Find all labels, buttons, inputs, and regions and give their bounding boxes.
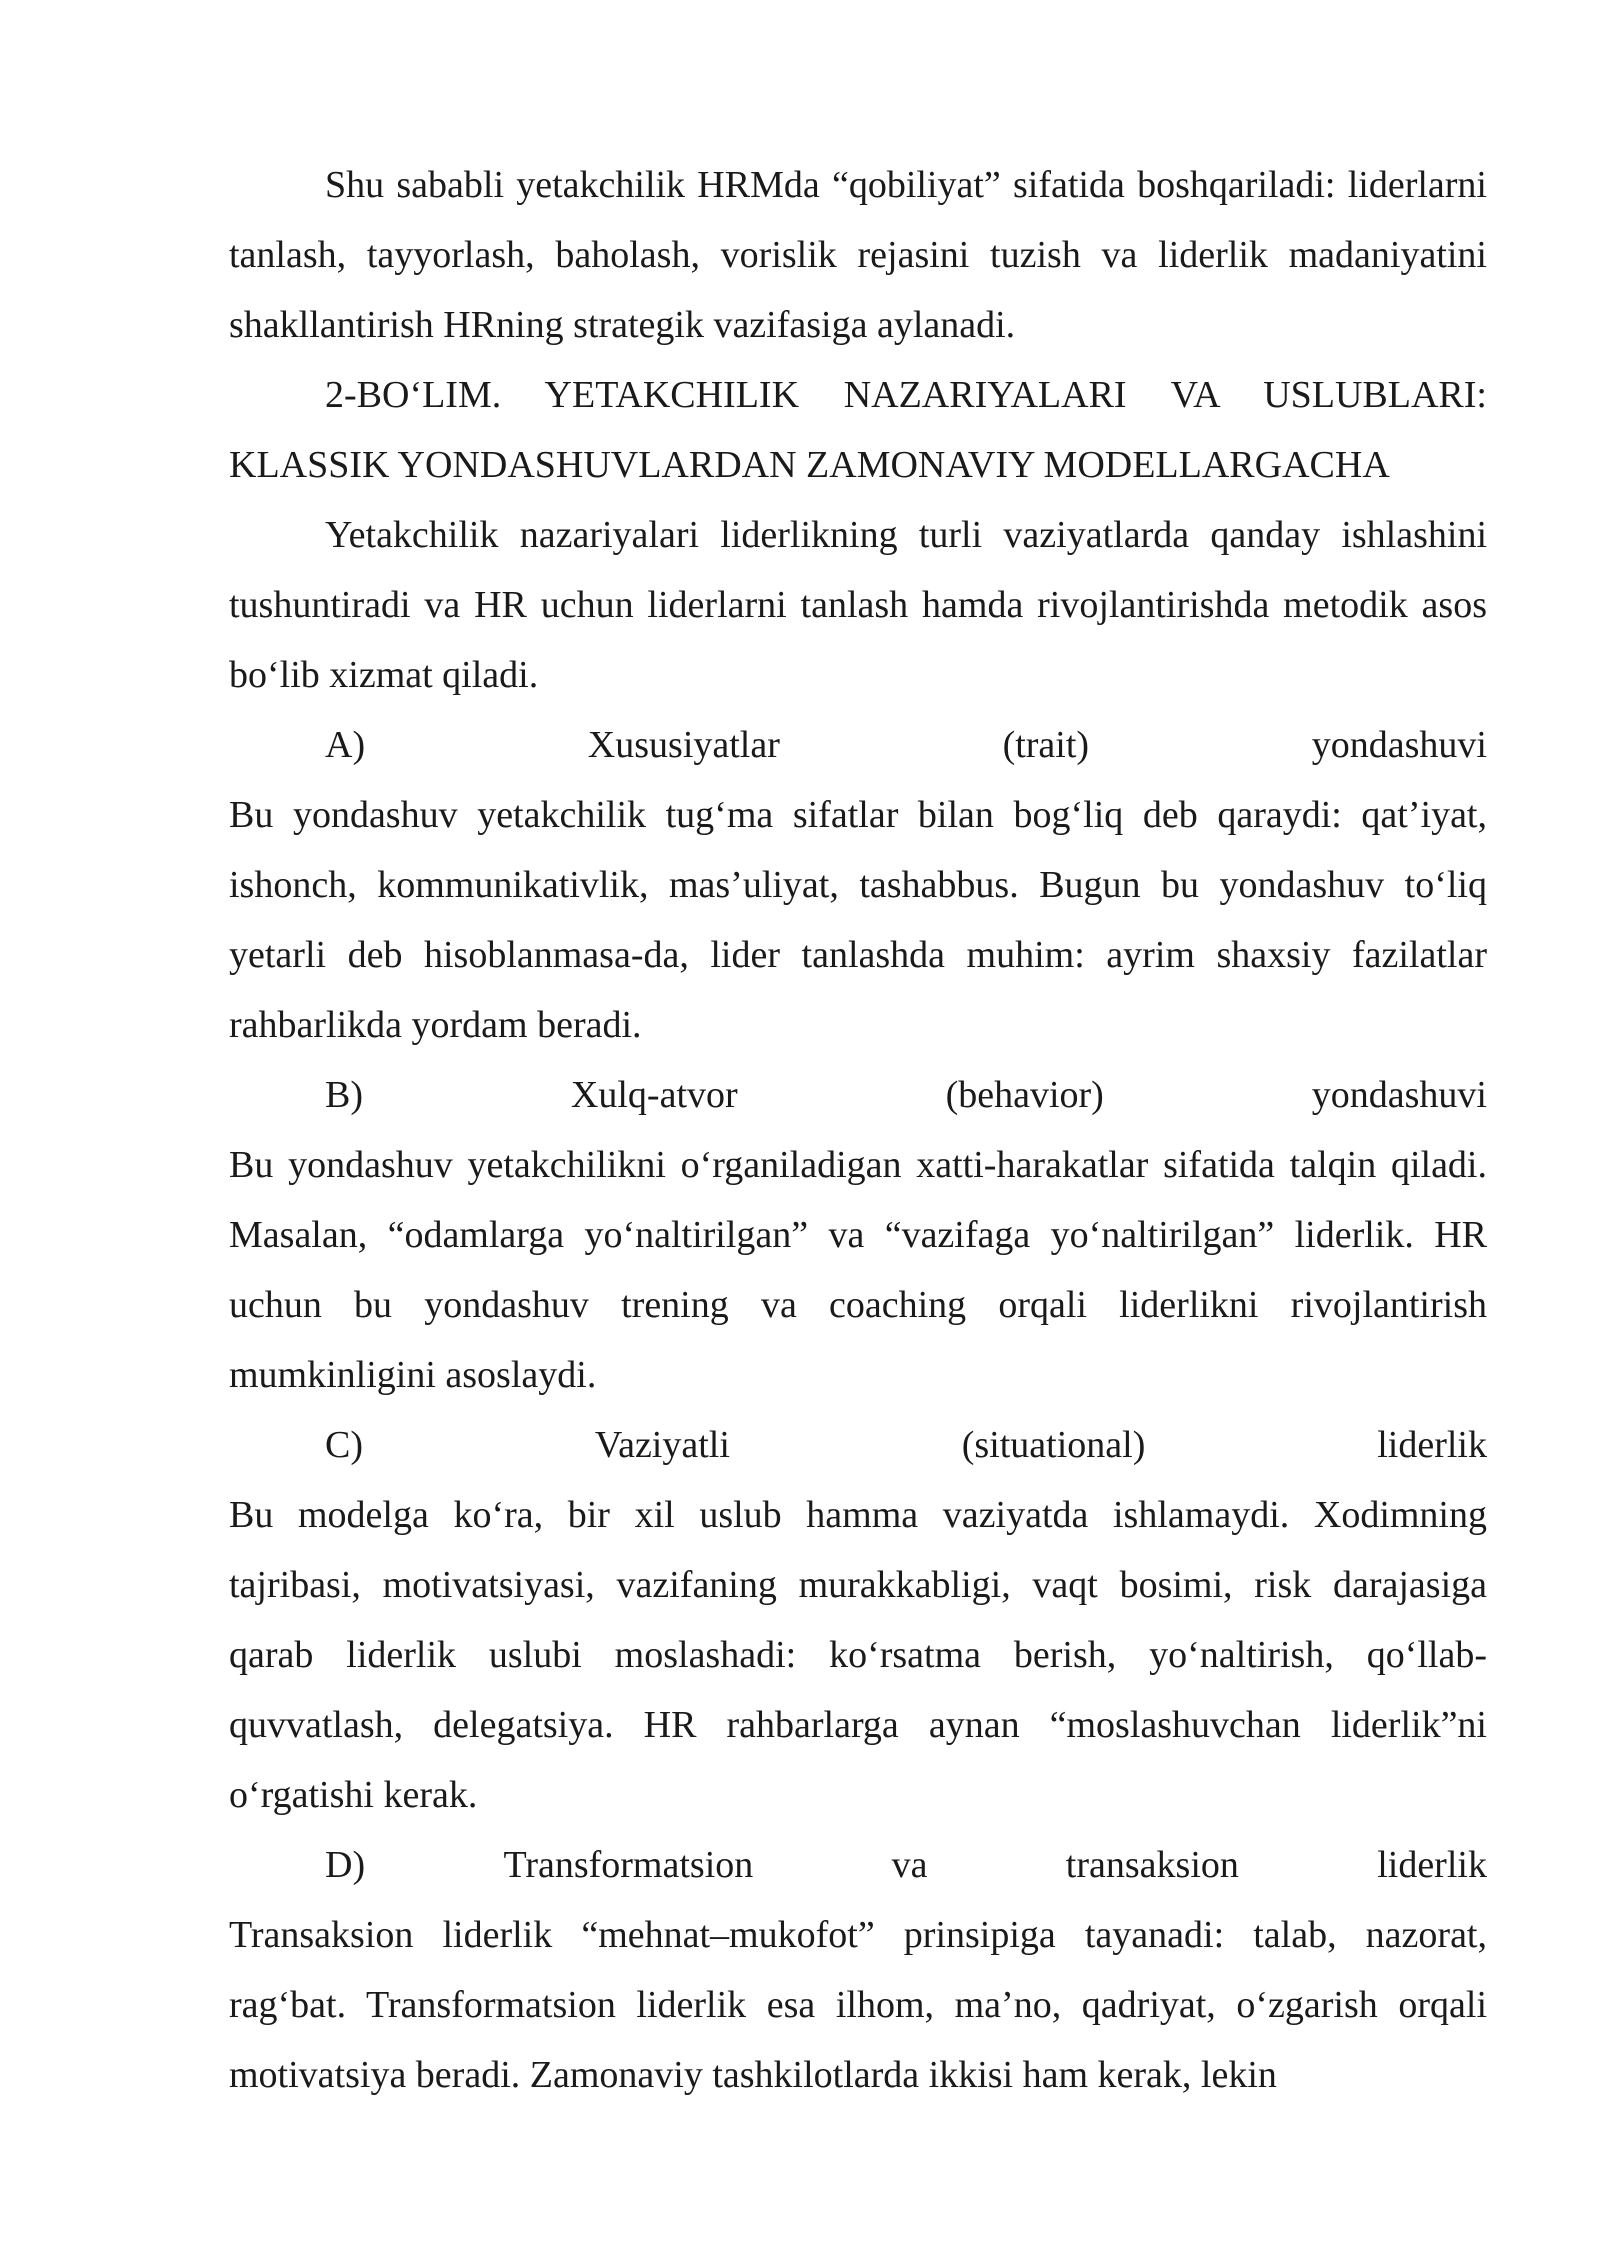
heading-word: D) [325, 1844, 366, 1886]
heading-word: Transformatsion [503, 1844, 754, 1886]
paragraph-theories-overview: Yetakchilik nazariyalari liderlikning turli vaziyatlarda qanday ishlashini tushuntiradi va HR uchun liderlarni tanlash hamda rivojlantirishda metodik asos bo‘lib xizmat qiladi. [229, 514, 1487, 696]
heading-word: liderlik [1377, 1424, 1487, 1466]
subsection-body-c: Bu modelga ko‘ra, bir xil uslub hamma vaziyatda ishlamaydi. Xodimning tajribasi, motivatsiyasi, vazifaning murakkabligi, vaqt bosimi, risk darajasiga qarab liderlik uslubi moslashadi: ko‘rsatma berish, yo‘naltirish, qo‘llab-quvvatlash, delegatsiya. HR rahbarlarga aynan “moslashuvchan liderlik”ni o‘rgatishi kerak. [229, 1494, 1487, 1816]
subsection-heading-b [229, 1060, 1487, 1130]
heading-word: B) [325, 1074, 363, 1116]
heading-word: va [891, 1844, 928, 1886]
heading-word: A) [325, 724, 366, 766]
heading-word: yondashuvi [1311, 1074, 1487, 1116]
section-title: 2-BO‘LIM. YETAKCHILIK NAZARIYALARI VA USLUBLARI: KLASSIK YONDASHUVLARDAN ZAMONAVIY MODELLARGACHA [229, 374, 1487, 486]
subsection-body-d: Transaksion liderlik “mehnat–mukofot” prinsipiga tayanadi: talab, nazorat, rag‘bat. Transformatsion liderlik esa ilhom, ma’no, qadriyat, o‘zgarish orqali motivatsiya beradi. Zamonaviy tashkilotlarda ikkisi ham kerak, lekin [229, 1914, 1487, 2096]
subsection-heading-c [229, 1410, 1487, 1480]
subsection-body-b: Bu yondashuv yetakchilikni o‘rganiladigan xatti-harakatlar sifatida talqin qiladi. Masalan, “odamlarga yo‘naltirilgan” va “vazifaga yo‘naltirilgan” liderlik. HR uchun bu yondashuv trening va coaching orqali liderlikni rivojlantirish mumkinligini asoslaydi. [229, 1144, 1487, 1396]
heading-word: (situational) [961, 1424, 1146, 1466]
heading-word: yondashuvi [1311, 724, 1487, 766]
heading-word: transaksion [1065, 1844, 1239, 1886]
paragraph-intro: Shu sababli yetakchilik HRMda “qobiliyat” sifatida boshqariladi: liderlarni tanlash, tayyorlash, baholash, vorislik rejasini tuzish va liderlik madaniyatini shakllantirish HRning strategik vazifasiga aylanadi. [229, 164, 1487, 346]
subsection-heading-d [229, 1830, 1487, 1900]
heading-word: (trait) [1002, 724, 1090, 766]
heading-word: Vaziyatli [594, 1424, 730, 1466]
heading-word: liderlik [1377, 1844, 1487, 1886]
heading-word: C) [325, 1424, 363, 1466]
heading-word: (behavior) [945, 1074, 1104, 1116]
heading-word: Xususiyatlar [587, 724, 780, 766]
subsection-heading-a [229, 710, 1487, 780]
heading-word: Xulq-atvor [570, 1074, 738, 1116]
document-text-block [229, 150, 1487, 2110]
subsection-body-a: Bu yondashuv yetakchilik tug‘ma sifatlar bilan bog‘liq deb qaraydi: qat’iyat, ishonch, kommunikativlik, mas’uliyat, tashabbus. Bugun bu yondashuv to‘liq yetarli deb hisoblanmasa-da, lider tanlashda muhim: ayrim shaxsiy fazilatlar rahbarlikda yordam beradi. [229, 794, 1487, 1046]
